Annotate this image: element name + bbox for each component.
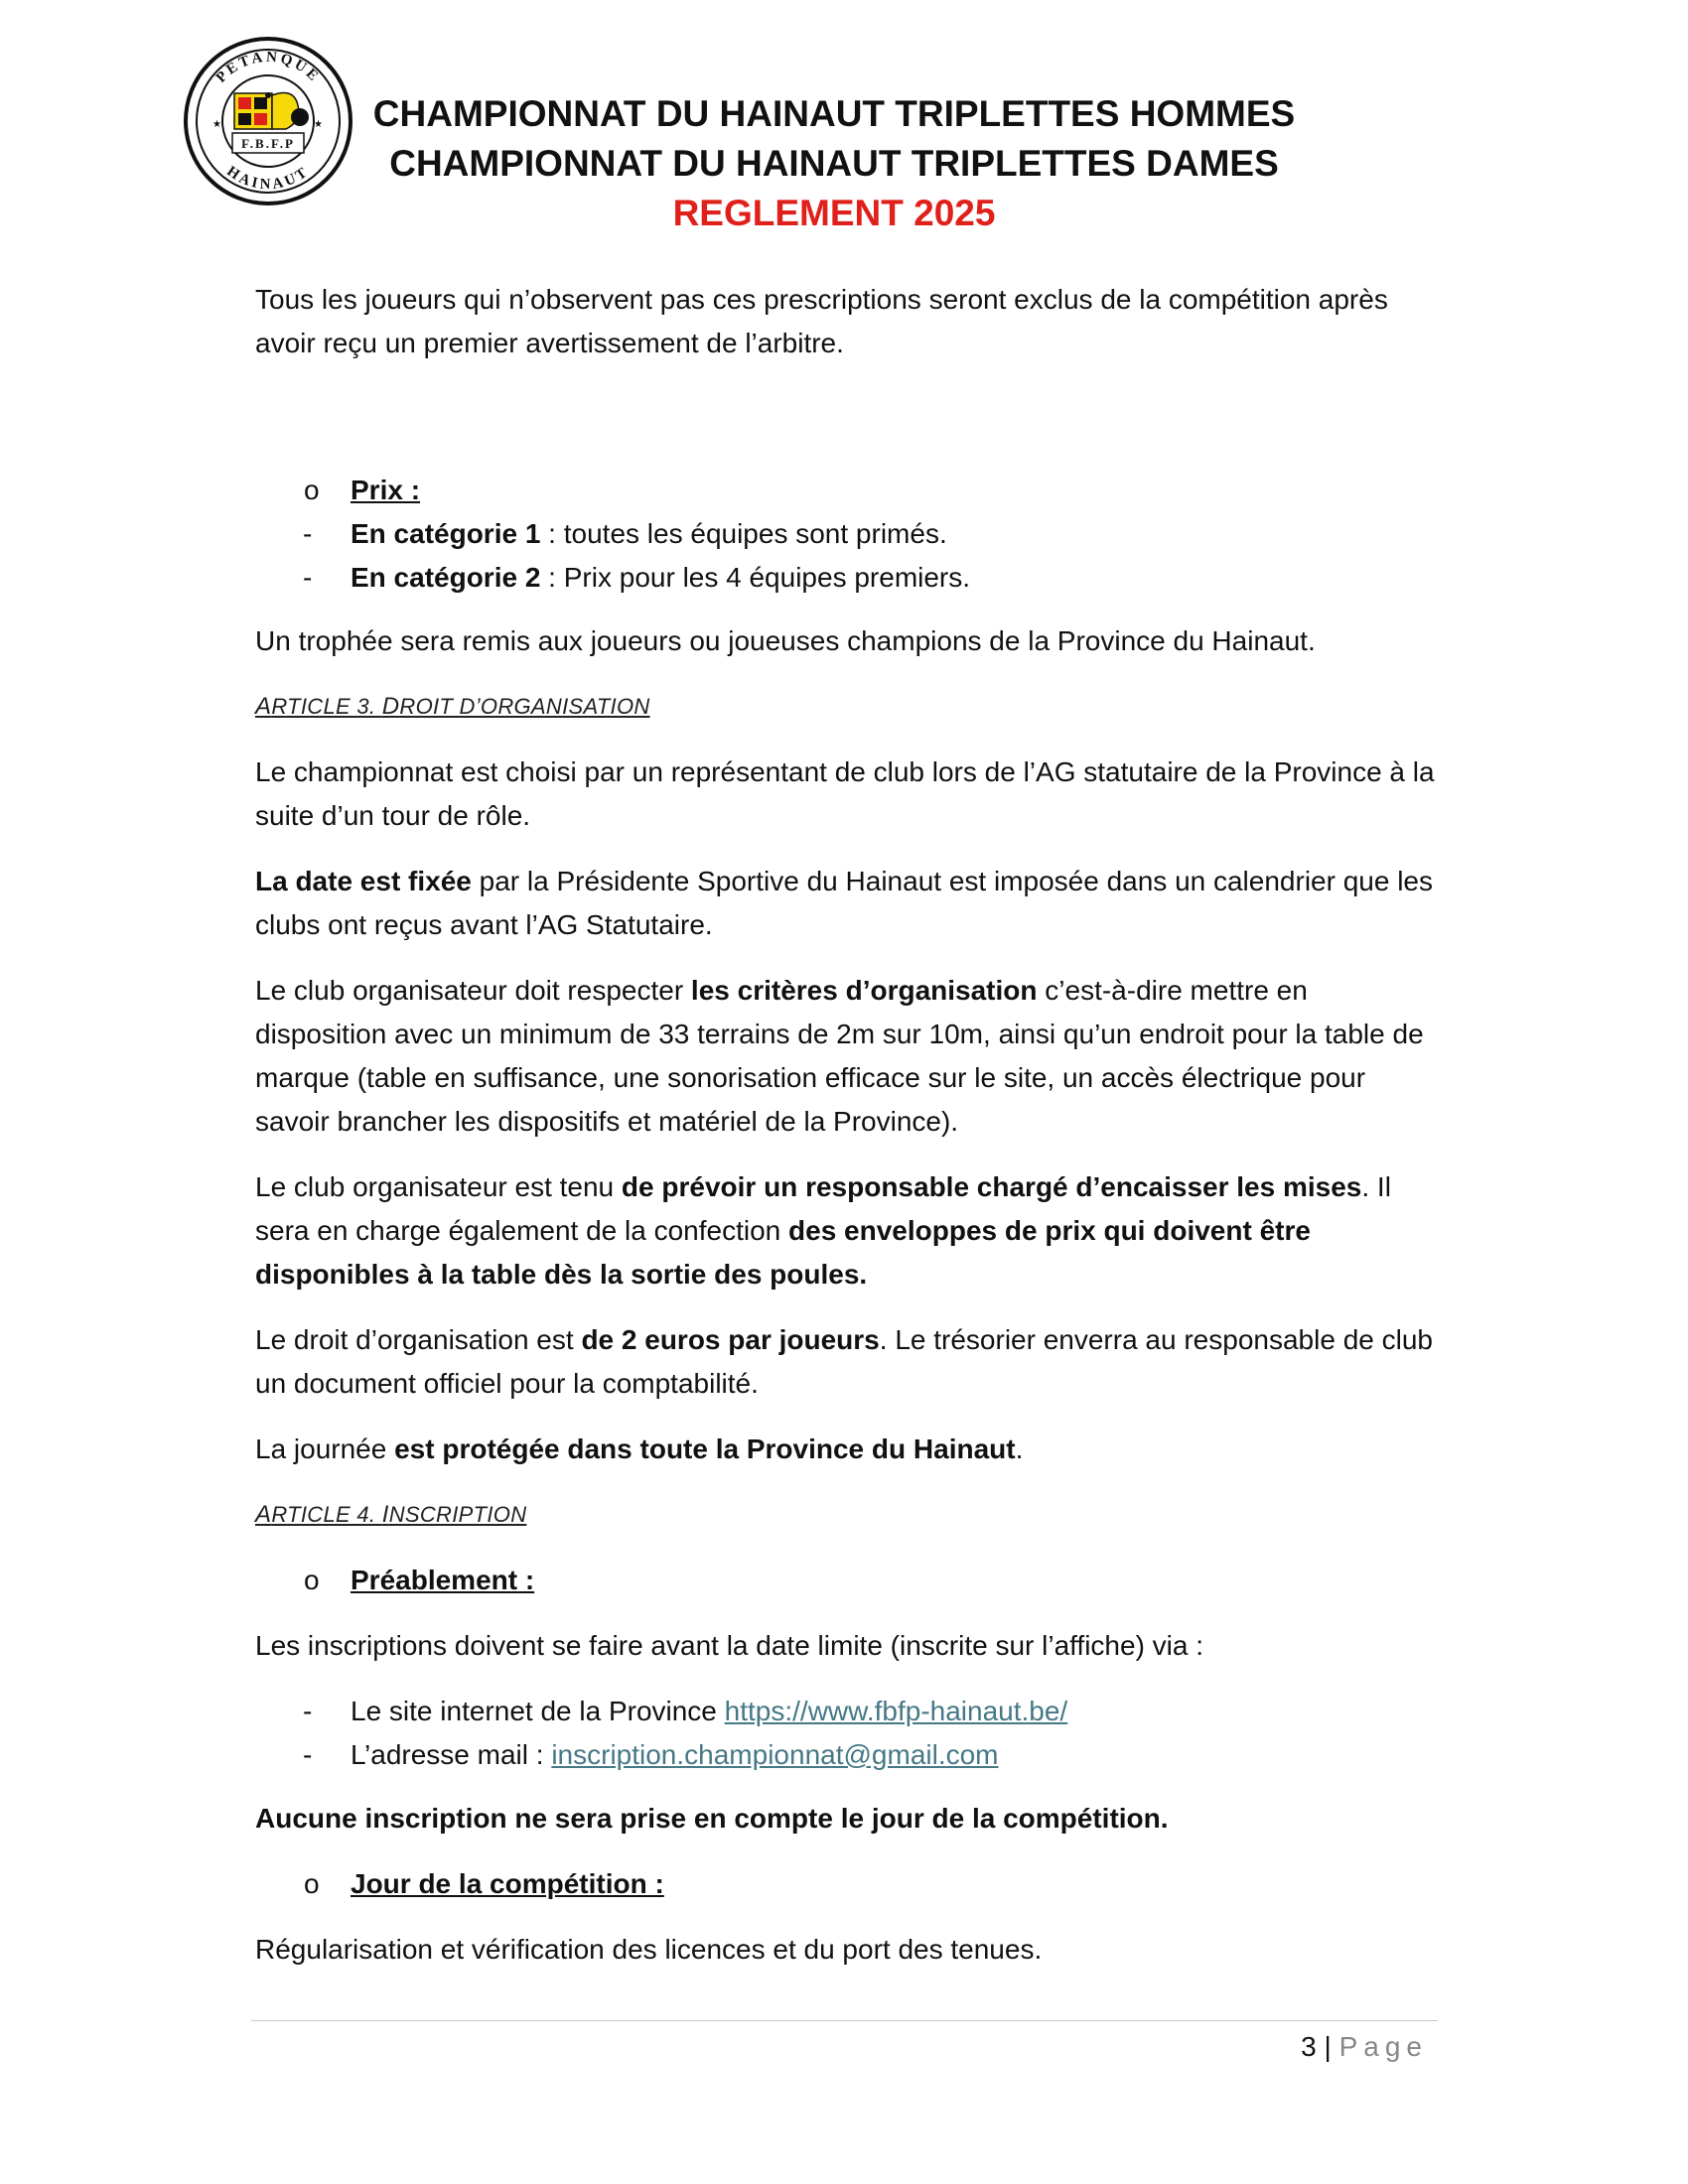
inscription-item-website: - Le site internet de la Province https://www.fbfp-hainaut.be/ (255, 1690, 1437, 1733)
article-3-paragraph-4: Le club organisateur est tenu de prévoir un responsable chargé d’encaisser les mises. Il sera en charge également de la confection des enveloppes de prix qui doivent être disponibles à la table dès la sortie des poules. (255, 1171, 1391, 1290)
logo-star-right-icon: ★ (314, 119, 323, 130)
article-3-paragraph-5: Le droit d’organisation est de 2 euros par joueurs. Le trésorier enverra au responsable de club un document officiel pour la comptabilité. (255, 1324, 1433, 1399)
article-4-heading: ARTICLE 4. INSCRIPTION (255, 1501, 527, 1528)
prix-heading (255, 469, 1437, 512)
header-line-3: REGLEMENT 2025 (672, 193, 996, 233)
article-3-paragraph-2: La date est fixée par la Présidente Sportive du Hainaut est imposée dans un calendrier que les clubs ont reçus avant l’AG Statutaire. (255, 866, 1434, 940)
prealable-title: Préablement : (351, 1565, 535, 1595)
prix-title: Prix : (351, 475, 421, 505)
bullet-circle-icon: o (304, 1868, 320, 1899)
page-separator: | (1316, 2031, 1339, 2062)
dash-marker: - (303, 562, 313, 593)
intro-paragraph: Tous les joueurs qui n’observent pas ces prescriptions seront exclus de la compétition après avoir reçu un premier avertissement de l’arbitre. (255, 284, 1388, 358)
regularisation-paragraph: Régularisation et vérification des licences et du port des tenues. (255, 1934, 1043, 1965)
dash-marker: - (303, 1696, 313, 1726)
prealable-heading (255, 1559, 1437, 1602)
header-line-2: CHAMPIONNAT DU HAINAUT TRIPLETTES DAMES (389, 143, 1279, 184)
document-header (139, 89, 1529, 238)
inscription-intro: Les inscriptions doivent se faire avant la date limite (inscrite sur l’affiche) via : (255, 1630, 1204, 1661)
jour-title: Jour de la compétition : (351, 1868, 664, 1899)
prix-item-2-bold: En catégorie 2 (351, 562, 541, 593)
page-label: Page (1338, 2031, 1428, 2062)
logo-top-text: PETANQUE (212, 49, 324, 86)
prix-item-1-bold: En catégorie 1 (351, 518, 541, 549)
inscription-warning: Aucune inscription ne sera prise en compte le jour de la compétition. (255, 1803, 1169, 1834)
bullet-circle-icon: o (304, 1565, 320, 1595)
header-line-1: CHAMPIONNAT DU HAINAUT TRIPLETTES HOMMES (372, 93, 1296, 134)
article-3-paragraph-3: Le club organisateur doit respecter les critères d’organisation c’est-à-dire mettre en disposition avec un minimum de 33 terrains de 2m sur 10m, ainsi qu’un endroit pour la table de marque (table en suffisance, une sonorisation efficace sur le site, un accès électrique pour savoir brancher les dispositifs et matériel de la Province). (255, 975, 1424, 1137)
page-footer (1301, 2027, 1428, 2067)
email-link[interactable]: inscription.championnat@gmail.com (551, 1739, 999, 1770)
document-body (255, 278, 1437, 1993)
dash-marker: - (303, 518, 313, 549)
footer-divider (251, 2020, 1438, 2021)
spacer (255, 387, 1437, 469)
bullet-circle-icon: o (304, 475, 320, 505)
dash-marker: - (303, 1739, 313, 1770)
inscription-item-email: - L’adresse mail : inscription.championnat@gmail.com (255, 1733, 1437, 1777)
logo-band-text: F.B.F.P (241, 136, 295, 151)
website-link[interactable]: https://www.fbfp-hainaut.be/ (724, 1696, 1068, 1726)
prix-item-1-text: : toutes les équipes sont primés. (540, 518, 947, 549)
jour-heading (255, 1862, 1437, 1906)
article-3-paragraph-1: Le championnat est choisi par un représentant de club lors de l’AG statutaire de la Province à la suite d’un tour de rôle. (255, 756, 1435, 831)
prix-item-2-text: : Prix pour les 4 équipes premiers. (540, 562, 971, 593)
page-number: 3 (1301, 2031, 1317, 2062)
logo-bottom-text: HAINAUT (223, 163, 313, 194)
trophy-paragraph: Un trophée sera remis aux joueurs ou joueuses champions de la Province du Hainaut. (255, 625, 1316, 656)
article-3-paragraph-6: La journée est protégée dans toute la Province du Hainaut. (255, 1433, 1024, 1464)
article-3-heading: ARTICLE 3. DROIT D’ORGANISATION (255, 693, 650, 720)
logo-star-left-icon: ★ (212, 119, 221, 130)
prix-item-1 (255, 512, 1437, 556)
prix-item-2 (255, 556, 1437, 600)
